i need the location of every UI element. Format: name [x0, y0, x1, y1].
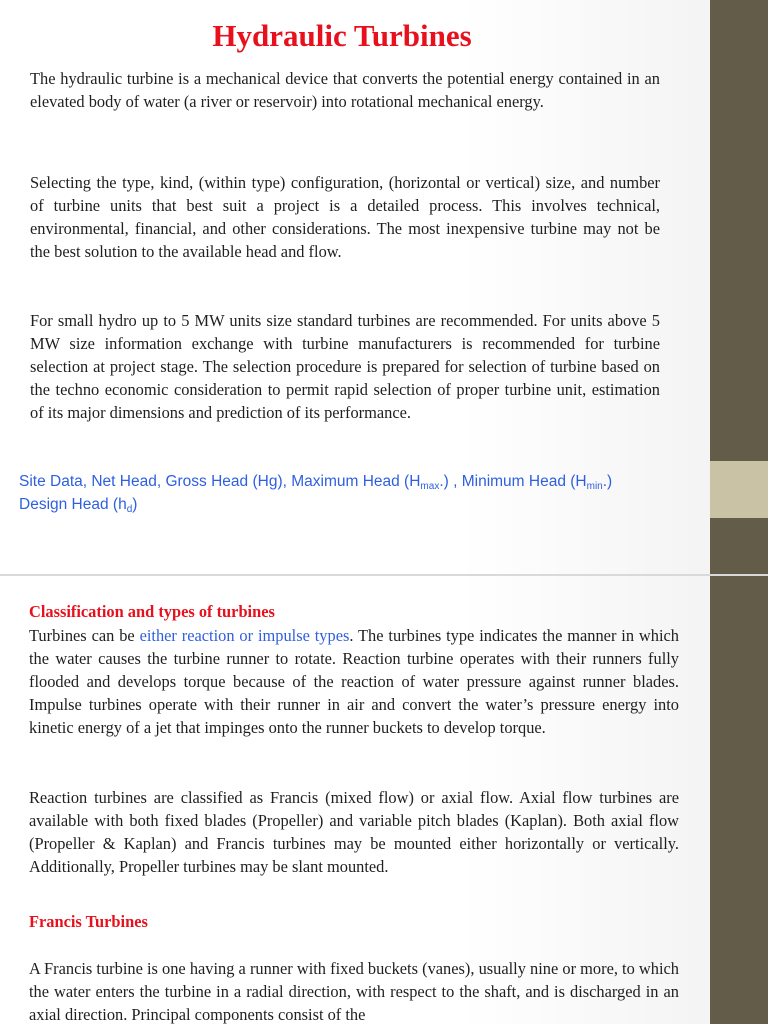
slide-title: Hydraulic Turbines: [212, 18, 472, 53]
heading-classification: Classification and types of turbines: [29, 602, 275, 621]
paragraph-small-hydro: For small hydro up to 5 MW units size standard turbines are recommended. For units above 5 MW size information exchange with turbine manufacturers is recommended for turbine selection at project stage. The selection procedure is prepared for selection of turbine based on the techno economic consideration to permit rapid selection of proper turbine unit, estimation of its major dimensions and prediction of its performance.: [30, 311, 660, 422]
slide-sidebar-accent: [710, 461, 768, 518]
design-head-line: Design Head $(h_d)$: [19, 496, 138, 515]
paragraph-intro: The hydraulic turbine is a mechanical device that converts the potential energy contained in an elevated body of water (a river or reservoir) into rotational mechanical energy.: [30, 69, 660, 111]
slide-sidebar: [710, 576, 768, 1024]
paragraph-selection: Selecting the type, kind, (within type) configuration, (horizontal or vertical) size, and number of turbine units that best suit a project is a detailed process. This involves technical, environmental, financial, and other considerations. The most inexpensive turbine may not be the best solution to the available head and flow.: [30, 173, 660, 261]
paragraph-reaction-turbines: Reaction turbines are classified as Francis (mixed flow) or axial flow. Axial flow turbines are available with both fixed blades (Propeller) and variable pitch blades (Kaplan). Both axial flow (Propeller & Kaplan) and Francis turbines may be mounted either horizontally or vertically. Additionally, Propeller turbines may be slant mounted.: [29, 788, 679, 876]
paragraph-francis: A Francis turbine is one having a runner with fixed buckets (vanes), usually nine or more, to which the water enters the turbine in a radial direction, with respect to the shaft, and is discharged in an axial direction. Principal components consist of the: [29, 959, 679, 1024]
site-data-line: Site Data, Net Head, Gross Head (Hg), Maximum Head $(H_{max}.)$ , Minimum Head $(H_{min}.)$: [19, 473, 613, 492]
heading-francis: Francis Turbines: [29, 912, 148, 931]
paragraph-turbine-types: Turbines can be either reaction or impulse types. The turbines type indicates the manner in which the water causes the turbine runner to rotate. Reaction turbine operates with their runners fully flooded and develops torque because of the reaction of water pressure against runner blades. Impulse turbines operate with their runner in air and convert the water’s pressure energy into kinetic energy of a jet that impinges onto the runner buckets to develop torque.: [29, 626, 679, 737]
reaction-impulse-link[interactable]: either reaction or impulse types: [139, 626, 350, 645]
